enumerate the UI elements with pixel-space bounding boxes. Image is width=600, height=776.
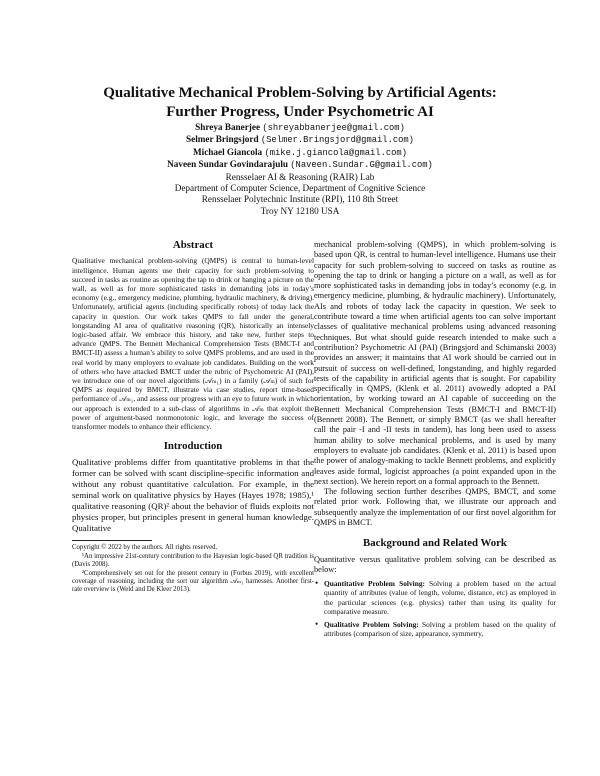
background-intro: Quantitative versus qualitative problem solving can be described as below: (314, 554, 556, 574)
copyright-notice: Copyright © 2022 by the authors. All rights reserved. (72, 544, 218, 552)
author-line (40, 134, 560, 146)
author-email: (Naveen.Sundar.G@gmail.com) (290, 160, 433, 171)
background-heading: Background and Related Work (363, 537, 507, 550)
title-line-1: Qualitative Mechanical Problem-Solving by Artificial Agents: (103, 85, 497, 101)
intro-continued-para: mechanical problem-solving (QMPS), in which problem-solving is based upon QR, is central to human-level intelligence. Humans use their capacity for such problem-solving to succeed on tasks as routine as opening the tap to drink or hanging a picture on a wall, as well as for more sophisticated tasks in demanding jobs in today’s economy (e.g. in emergency medicine, plumbing, & hydraulic machinery). Unfortunately, AIs and robots of today lack the capacity in question. We seek to contribute toward a time when artificial agents too can solve important classes of qualitative mechanical problems using advanced reasoning techniques. But what should guide research intended to make such a contribution? Psychometric AI (PAI) (Bringsjord and Schimanski 2003) provides an answer; it maintains that AI work should be carried out in pursuit of success on well-defined, longstanding, and highly regarded tests of the capability in artificial agents that is sought. For capability specifically in QMPS, (Klenk et al. 2011) avowedly adopted a PAI orientation, by working toward an AI capable of succeeding on the Bennett Mechanical Comprehension Tests (BMCT-I and BMCT-II) (Bennett 2008). The Bennett, or simply BMCT (as we shall hereafter call the pair -I and -II tests in tandem), has long been used to assess human ability to solve mechanical problems, and is used by many employers to evaluate job candidates. (Klenk et al. 2011) is based upon the power of analogy-making to tackle Bennett problems, and explicitly leaves aside formal, logicist approaches (a point expanded upon in the next section). We herein report on a formal approach to the Bennett. (314, 240, 556, 486)
author-email: (mike.j.giancola@gmail.com) (264, 147, 407, 158)
introduction-heading: Introduction (163, 440, 223, 453)
affiliation-line: Rensselaer AI & Reasoning (RAIR) Lab (225, 171, 375, 182)
bullet-label: Qualitative Problem Solving: (324, 620, 419, 630)
author-line (40, 147, 560, 159)
author-line (40, 159, 560, 171)
problem-solving-list (314, 579, 556, 638)
author-name: Selmer Bringsjord (186, 134, 259, 145)
abstract-heading: Abstract (172, 239, 214, 251)
introduction-text: Qualitative problems differ from quantitative problems in that the former can be solved with scant discipline-specific information and without any robust quantitative calculation. For example, in the seminal work on qualitative physics by Hayes (Hayes 1978; 1985),¹ qualitative reasoning (QR)² about the behavior of fluids exploits not physics proper, but principles present in general human knowledge. Qualitative (72, 457, 314, 534)
author-line (40, 122, 560, 134)
left-column (72, 240, 314, 595)
footnote-2: ²Comprehensively set out for the present century in (Forbus 2019), with excellent coverage of reasoning, including the sort our algorithm 𝒜ₘ₁ harnesses. Another first-rate overview is (Weld and De Kleer 2013). (72, 569, 314, 594)
bullet-text: Solving a problem based on the quality of attributes (comparison of size, appearance, symmetry, (324, 620, 556, 639)
paper-title (40, 84, 560, 122)
affiliation-line: Rensselaer Polytechnic Institute (RPI), 110 8th Street (201, 194, 399, 205)
title-line-2: Further Progress, Under Psychometric AI (166, 104, 434, 120)
bullet-label: Quantitative Problem Solving: (324, 579, 425, 589)
author-email: (shreyabbanerjee@gmail.com) (262, 123, 405, 133)
abstract-text: Qualitative mechanical problem-solving (QMPS) is central to human-level intelligence. Human agents use their capacity for such problem-solving to succeed in tasks as routine as opening the tap to drink or hanging a picture on the wall, as well as for more sophisticated tasks in demanding jobs in today’s economy (e.g., emergency medicine, plumbing, hydraulic machinery, & driving). Unfortunately, artificial agents (including specifically robots) of today lack the capacity in question. Our work takes QMPS to fall under the general, longstanding AI area of qualitative reasoning (QR), historically an intensely logic-based affair. We embrace this history, and take new, further steps to advance QMPS. The Bennett Mechanical Comprehension Tests (BMCT-I and BMCT-II) assess a human’s ability to solve QMPS problems, and are used in the real world by many employers to evaluate job candidates. Building on the work of others who have attacked BMCT under the rubric of Psychometric AI (PAI), we introduce one of our novel algorithms (𝒜ₘ₁) in a family (𝒜ₘ) of such for QMPS as required by BMCT, illustrate via case studies, report time-based performance of 𝒜ₘ₁, and assess our progress with an eye to future work in which our approach is extended to a sub-class of algorithms in 𝒜ₘ that exploit the power of argument-based nonmonotonic logic, and leverage the success of transformer models to enhance their efficiency. (72, 256, 314, 431)
footnote-rule (72, 540, 152, 541)
affiliation-line: Troy NY 12180 USA (260, 205, 340, 216)
list-item (314, 620, 556, 638)
footnotes (72, 544, 314, 594)
author-name: Michael Giancola (193, 146, 263, 157)
right-column (314, 240, 556, 642)
author-email: (Selmer.Bringsjord@gmail.com) (260, 135, 414, 146)
intro-outline-para: The following section further describes QMPS, BMCT, and some related prior work. Following that, we illustrate our approach and subsequently analyze the implementation of our first novel algorithm for QMPS in BMCT. (314, 487, 556, 528)
list-item (314, 579, 556, 616)
author-name: Naveen Sundar Govindarajulu (167, 159, 288, 170)
author-block (40, 122, 560, 217)
footnote-1: ¹An impressive 21st-century contribution to the Hayesian logic-based QR tradition is (Davis 2008). (72, 552, 314, 569)
affiliation-line: Department of Computer Science, Department of Cognitive Science (174, 183, 426, 194)
author-name: Shreya Banerjee (195, 122, 261, 132)
bullet-text: Solving a problem based on the actual quantity of attributes (value of length, volume, distance, etc) as employed in the particular sciences (e.g. physics) rather than using its quality for comparative measure. (324, 579, 556, 616)
